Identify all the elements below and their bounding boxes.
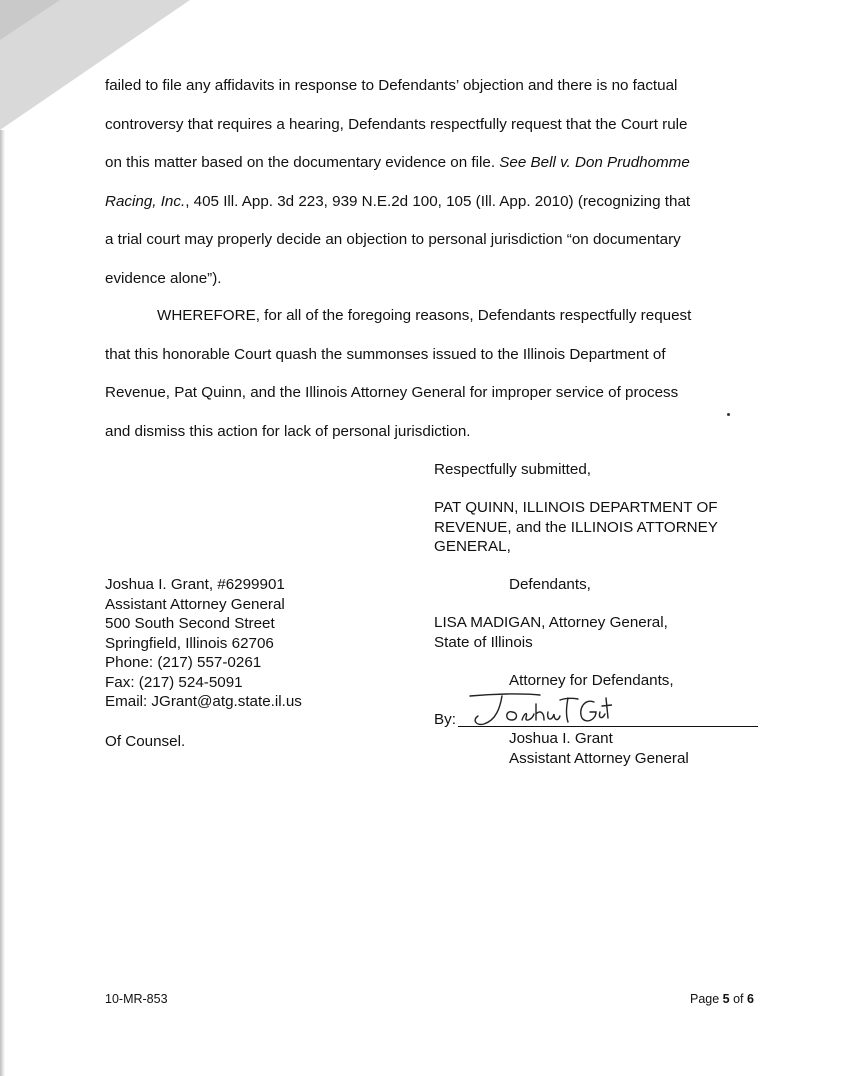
case-citation: Racing, Inc.	[105, 192, 186, 210]
signatory-name: Joshua I. Grant	[509, 730, 613, 747]
page-label: Page	[690, 992, 723, 1006]
defendants-label: Defendants,	[509, 576, 591, 593]
paragraph-line: a trial court may properly decide an objection to personal jurisdiction “on documentary	[105, 231, 681, 248]
scan-edge-shadow	[0, 130, 5, 1076]
counsel-line: Joshua I. Grant, #6299901	[105, 576, 285, 593]
attorney-for-label: Attorney for Defendants,	[509, 672, 674, 689]
paragraph-line: controversy that requires a hearing, Defendants respectfully request that the Court rule	[105, 115, 688, 133]
attorney-general-block	[434, 613, 668, 652]
counsel-line: 500 South Second Street	[105, 615, 275, 632]
counsel-line: Assistant Attorney General	[105, 595, 285, 613]
of-counsel-label: Of Counsel.	[105, 733, 186, 750]
paragraph-line	[105, 144, 765, 183]
line-text: on this matter based on the documentary evidence on file.	[105, 154, 500, 171]
page-of: of	[729, 992, 747, 1006]
paragraph-line: and dismiss this action for lack of personal jurisdiction.	[105, 422, 471, 440]
attorney-general-line: State of Illinois	[434, 633, 533, 651]
parties-line: PAT QUINN, ILLINOIS DEPARTMENT OF	[434, 499, 718, 516]
paragraph-line: failed to file any affidavits in response to Defendants’ objection and there is no factual	[105, 77, 678, 94]
scan-speck	[727, 413, 730, 416]
case-number: 10-MR-853	[105, 992, 168, 1006]
page-fold-corner	[0, 0, 60, 40]
counsel-line: Phone: (217) 557-0261	[105, 654, 262, 671]
page-total: 6	[747, 992, 754, 1006]
counsel-address-block	[105, 575, 302, 712]
counsel-line: Springfield, Illinois 62706	[105, 634, 274, 652]
signatory-title: Assistant Attorney General	[509, 749, 689, 767]
respectfully-submitted: Respectfully submitted,	[434, 461, 592, 478]
argument-paragraph	[105, 67, 765, 298]
parties-line: GENERAL,	[434, 538, 511, 555]
parties-line: REVENUE, and the ILLINOIS ATTORNEY	[434, 518, 718, 536]
paragraph-line: evidence alone”).	[105, 269, 222, 287]
paragraph-line	[105, 183, 765, 222]
attorney-general-line: LISA MADIGAN, Attorney General,	[434, 614, 668, 631]
line-text: , 405 Ill. App. 3d 223, 939 N.E.2d 100, 105 (Ill. App. 2010) (recognizing that	[185, 192, 691, 210]
wherefore-paragraph	[105, 297, 765, 451]
counsel-email: Email: JGrant@atg.state.il.us	[105, 693, 302, 710]
page-current: 5	[722, 992, 730, 1006]
signatory-block	[509, 729, 689, 768]
paragraph-line: that this honorable Court quash the summonses issued to the Illinois Department of	[105, 345, 666, 363]
by-label: By:	[434, 711, 456, 728]
counsel-line: Fax: (217) 524-5091	[105, 673, 243, 691]
page-indicator	[690, 992, 754, 1006]
parties-block	[434, 498, 718, 557]
paragraph-line: WHEREFORE, for all of the foregoing reasons, Defendants respectfully request	[157, 307, 692, 324]
case-citation: See Bell v. Don Prudhomme	[499, 154, 690, 171]
paragraph-line: Revenue, Pat Quinn, and the Illinois Attorney General for improper service of process	[105, 384, 679, 401]
